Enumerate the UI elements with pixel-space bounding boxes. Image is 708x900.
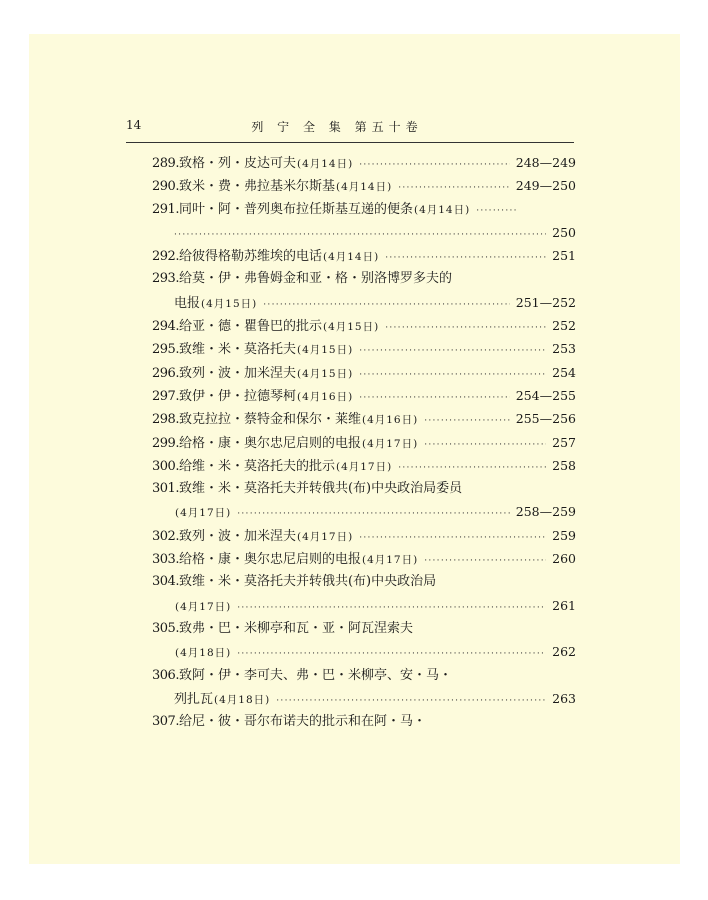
entry-page: 262 [552, 644, 576, 660]
toc-entry [152, 361, 576, 384]
page-number: 14 [126, 118, 142, 132]
entry-date: (4月14日) [335, 181, 393, 194]
toc-entry [152, 407, 576, 430]
entry-number: 299. [152, 435, 179, 451]
toc-entry-continuation [152, 221, 576, 244]
entry-page: 251 [552, 248, 576, 264]
entry-title: 致米・费・弗拉基米尔斯基 [178, 179, 335, 195]
entry-date: (4月15日) [201, 297, 258, 310]
entry-number: 296. [152, 365, 179, 381]
entry-title: 致维・米・莫洛托夫并转俄共(布)中央政治局委员 [178, 481, 463, 497]
toc-entry [152, 477, 576, 500]
entry-title: 给维・米・莫洛托夫的批示 [178, 458, 335, 474]
entry-date: (4月17日) [335, 460, 393, 473]
entry-page: 255—256 [515, 411, 576, 427]
entry-number: 289. [152, 156, 179, 171]
toc-entry [152, 570, 576, 593]
toc-entry [152, 547, 576, 570]
leader-dots [359, 154, 510, 177]
entry-page: 259 [552, 527, 576, 543]
entry-number: 305. [152, 620, 179, 636]
entry-number: 297. [152, 388, 179, 404]
leader-dots [174, 224, 546, 247]
entry-page: 258—259 [515, 504, 576, 520]
toc-entry [152, 267, 576, 290]
entry-date: (4月14日) [296, 158, 354, 170]
toc-entry [152, 664, 576, 687]
entry-number: 291. [152, 201, 179, 217]
leader-dots [476, 200, 516, 223]
entry-page: 252 [552, 318, 576, 334]
entry-title: 给亚・德・瞿鲁巴的批示 [178, 319, 322, 335]
toc-entry [152, 710, 576, 733]
entry-date: (4月17日) [361, 554, 419, 567]
page-header [126, 118, 548, 138]
toc-entry [152, 617, 576, 640]
entry-date: (4月15日) [322, 321, 380, 334]
entry-number: 300. [152, 458, 179, 474]
toc-entry [152, 524, 576, 547]
header-rule [126, 142, 574, 143]
entry-page: 261 [552, 597, 576, 613]
leader-dots [424, 550, 546, 573]
toc-entry [152, 454, 576, 477]
entry-title: 同叶・阿・普列奥布拉任斯基互递的便条 [178, 201, 413, 217]
entry-number: 307. [152, 714, 179, 730]
toc-entry [152, 244, 576, 267]
leader-dots [359, 340, 546, 363]
entry-title: 给格・康・奥尔忠尼启则的电报 [178, 435, 361, 451]
toc-entry [152, 337, 576, 360]
entry-number: 292. [152, 249, 179, 265]
entry-title: 致维・米・莫洛托夫 [178, 342, 296, 358]
toc-entry-continuation [152, 594, 576, 617]
entry-date: (4月17日) [175, 600, 232, 613]
entry-page: 260 [552, 551, 576, 567]
toc-entry-continuation [152, 500, 576, 523]
entry-number: 293. [152, 271, 179, 287]
entry-date: (4月17日) [296, 530, 354, 543]
entry-title: 给格・康・奥尔忠尼启则的电报 [178, 552, 361, 568]
toc-entry [152, 384, 576, 407]
entry-title: 致列・波・加米涅夫 [178, 528, 296, 544]
toc-entry [152, 151, 576, 174]
entry-date: (4月16日) [296, 390, 354, 403]
toc-entry-continuation [152, 291, 576, 314]
entry-date: (4月15日) [296, 367, 354, 380]
entry-title: 致阿・伊・李可夫、弗・巴・米柳亭、安・马・ [178, 667, 452, 683]
entry-page: 251—252 [515, 294, 576, 310]
entry-title: 致维・米・莫洛托夫并转俄共(布)中央政治局 [178, 574, 437, 590]
entry-number: 302. [152, 528, 179, 544]
leader-dots [359, 387, 510, 410]
entry-page: 254 [552, 364, 576, 380]
entry-title: 致列・波・加米涅夫 [178, 365, 296, 381]
entry-page: 257 [552, 434, 576, 450]
entry-page: 254—255 [515, 387, 576, 403]
entry-page: 250 [552, 224, 576, 240]
toc-entry [152, 314, 576, 337]
entry-title: 给莫・伊・弗鲁姆金和亚・格・别洛博罗多夫的 [178, 271, 452, 287]
entry-page: 258 [552, 457, 576, 473]
leader-dots [385, 317, 546, 340]
entry-page: 248—249 [515, 155, 576, 170]
leader-dots [424, 410, 510, 433]
entry-number: 295. [152, 342, 179, 358]
entry-number: 298. [152, 412, 179, 428]
entry-number: 306. [152, 667, 179, 683]
toc-entry [152, 174, 576, 197]
entry-date: (4月14日) [322, 251, 380, 264]
leader-dots [237, 503, 510, 526]
entry-number: 301. [152, 481, 179, 497]
entry-number: 304. [152, 574, 179, 590]
toc-entry-continuation [152, 687, 576, 710]
table-of-contents [152, 151, 576, 733]
toc-entry [152, 431, 576, 454]
entry-title: 致格・列・皮达可夫 [178, 156, 296, 171]
leader-dots [424, 434, 546, 457]
entry-date: (4月18日) [175, 647, 232, 660]
entry-title: 致伊・伊・拉德琴柯 [178, 388, 296, 404]
entry-date: (4月15日) [296, 344, 354, 357]
entry-title: 给彼得格勒苏维埃的电话 [178, 249, 322, 265]
entry-date: (4月14日) [413, 203, 471, 216]
leader-dots [398, 177, 510, 200]
entry-title: 给尼・彼・哥尔布诺夫的批示和在阿・马・ [178, 714, 426, 730]
running-title: 列 宁 全 集 第五十卷 [251, 120, 423, 134]
leader-dots [359, 527, 546, 550]
entry-page: 249—250 [515, 178, 576, 194]
entry-number: 294. [152, 319, 179, 335]
toc-entry [152, 198, 576, 221]
entry-date: (4月17日) [361, 437, 419, 450]
entry-title-continued: 电报 [174, 295, 201, 311]
entry-page: 263 [552, 690, 576, 706]
toc-entry-continuation [152, 640, 576, 663]
entry-date: (4月16日) [361, 414, 419, 427]
entry-date: (4月18日) [214, 693, 271, 706]
entry-title: 致弗・巴・米柳亭和瓦・亚・阿瓦涅索夫 [178, 620, 413, 636]
entry-number: 290. [152, 179, 179, 195]
entry-date: (4月17日) [175, 507, 232, 520]
entry-title: 致克拉拉・蔡特金和保尔・莱维 [178, 412, 361, 428]
leader-dots [263, 294, 510, 317]
entry-title-continued: 列扎瓦 [174, 691, 214, 707]
entry-number: 303. [152, 552, 179, 568]
entry-page: 253 [552, 341, 576, 357]
